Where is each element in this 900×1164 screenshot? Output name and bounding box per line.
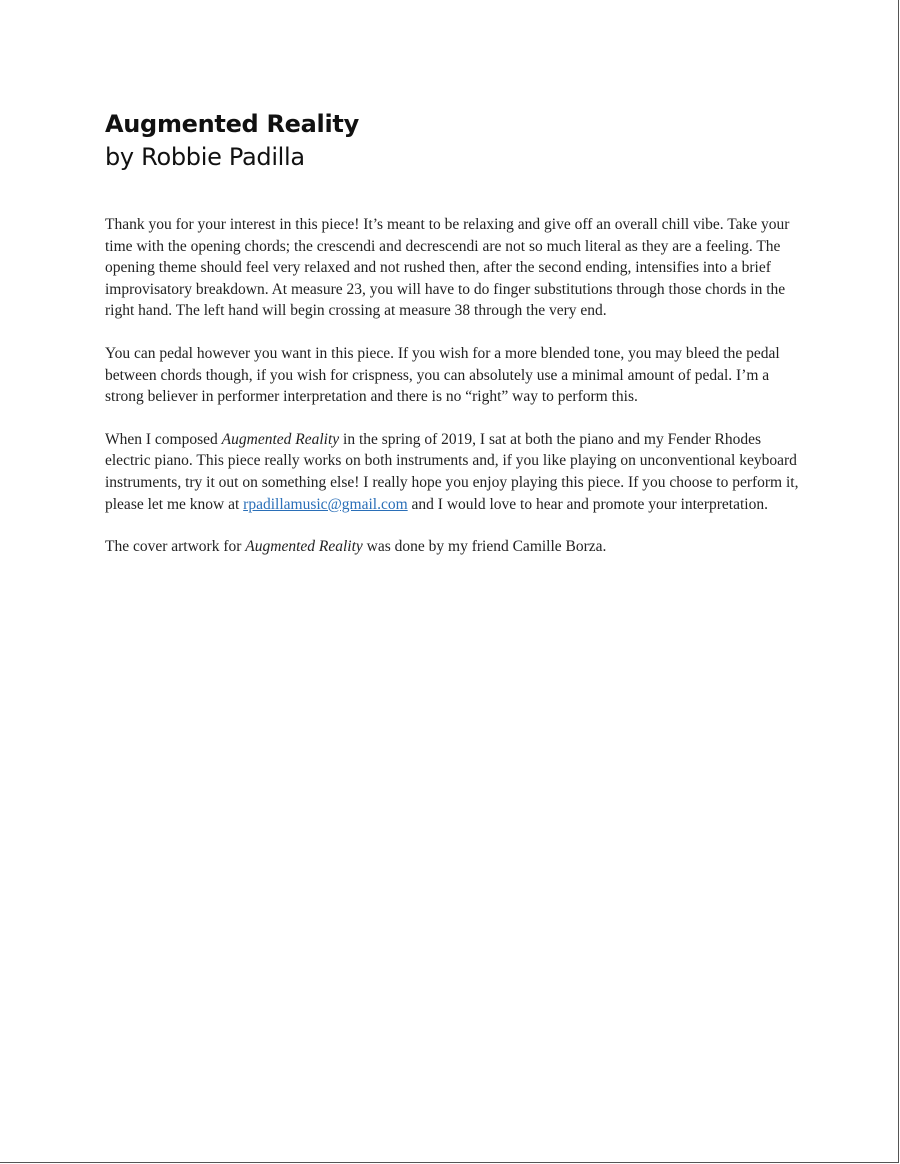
piece-title-italic: Augmented Reality (221, 430, 340, 448)
artwork-text-start: The cover artwork for (105, 538, 246, 556)
piece-title: Augmented Reality (105, 110, 359, 138)
email-link[interactable]: rpadillamusic@gmail.com (243, 495, 408, 513)
paragraph-intro: Thank you for your interest in this piece! It’s meant to be relaxing and give off an overall chill vibe. Take your time with the opening chords; the crescendi and decrescendi are not so much literal as they are a feeling. The opening theme should feel very relaxed and not rushed then, after the second ending, intensifies into a brief improvisatory breakdown. At measure 23, you will have to do finger substitutions through those chords in the right hand. The left hand will begin crossing at measure 38 through the very end. (105, 216, 790, 320)
paragraph-pedal: You can pedal however you want in this piece. If you wish for a more blended tone, you may bleed the pedal between chords though, if you wish for crispness, you can absolutely use a minimal amount of pedal. I’m a strong believer in performer interpretation and there is no “right” way to perform this. (105, 344, 780, 406)
composition-text-start: When I composed (105, 430, 222, 448)
paragraph-artwork (105, 536, 805, 558)
composition-text-middle: in the spring of 2019, I sat at both the piano and my Fender Rhodes electric piano. This piece really works on both instruments and, if you like playing on unconventional keyboard instruments, try it out on something else! I really hope you enjoy playing this piece. If you choose to perform it, please let me know at (105, 430, 799, 513)
composition-text-end: and I would love to hear and promote your interpretation. (407, 495, 768, 513)
paragraph-composition (105, 429, 805, 515)
composer-byline: by Robbie Padilla (105, 143, 305, 171)
artwork-piece-title-italic: Augmented Reality (245, 538, 363, 556)
artwork-text-end: was done by my friend Camille Borza. (362, 538, 607, 556)
program-notes (105, 214, 805, 558)
page-content (105, 108, 805, 579)
